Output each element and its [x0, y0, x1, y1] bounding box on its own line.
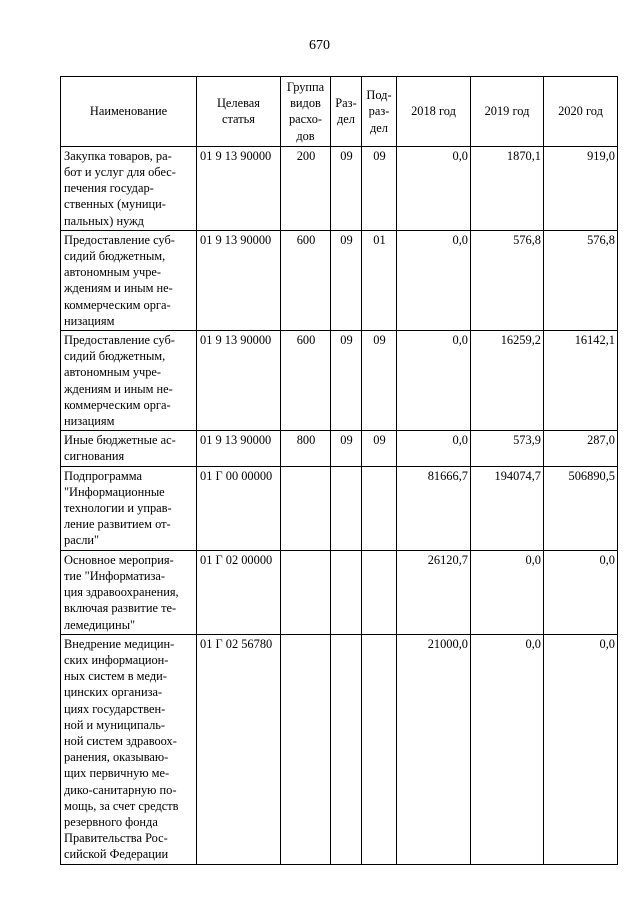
row-subsection	[362, 634, 397, 864]
row-2019: 0,0	[471, 634, 544, 864]
row-subsection: 01	[362, 230, 397, 330]
row-target-article: 01 9 13 90000	[197, 230, 281, 330]
row-2019: 1870,1	[471, 146, 544, 230]
table-row	[61, 550, 618, 634]
row-expense-group	[281, 634, 331, 864]
row-2020: 0,0	[544, 634, 618, 864]
row-2018: 0,0	[397, 146, 471, 230]
row-expense-group: 600	[281, 331, 331, 431]
header-name: Наименование	[61, 77, 197, 147]
row-subsection: 09	[362, 146, 397, 230]
row-2019: 573,9	[471, 431, 544, 466]
header-subsection: Под- раз- дел	[362, 77, 397, 147]
row-2019: 576,8	[471, 230, 544, 330]
row-2019: 16259,2	[471, 331, 544, 431]
row-target-article: 01 9 13 90000	[197, 431, 281, 466]
row-name: Предоставление суб- сидий бюджетным, автономным учре- ждениям и иным не- коммерческим орга- низациям	[61, 331, 197, 431]
row-expense-group: 600	[281, 230, 331, 330]
row-subsection: 09	[362, 331, 397, 431]
header-2019: 2019 год	[471, 77, 544, 147]
table-row	[61, 146, 618, 230]
row-section	[331, 550, 362, 634]
row-name: Иные бюджетные ас- сигнования	[61, 431, 197, 466]
table-row	[61, 431, 618, 466]
row-2019: 194074,7	[471, 466, 544, 550]
page-number: 670	[309, 38, 330, 53]
row-2020: 16142,1	[544, 331, 618, 431]
table-row	[61, 331, 618, 431]
row-2020: 0,0	[544, 550, 618, 634]
row-2018: 21000,0	[397, 634, 471, 864]
row-2020: 919,0	[544, 146, 618, 230]
row-name: Основное мероприя- тие "Информатиза- ция здравоохранения, включая развитие те- лемедицины"	[61, 550, 197, 634]
row-target-article: 01 9 13 90000	[197, 331, 281, 431]
row-2018: 0,0	[397, 230, 471, 330]
row-target-article: 01 9 13 90000	[197, 146, 281, 230]
row-2020: 506890,5	[544, 466, 618, 550]
row-name: Внедрение медицин- ских информацион- ных систем в меди- цинских организа- циях государствен- ной и муниципаль- ной систем здравоох- ранения, оказываю- щих первичную ме- дико-санитарную по- мощь, за счет средств резервного фонда Правительства Рос- сийской Федерации	[61, 634, 197, 864]
row-expense-group: 200	[281, 146, 331, 230]
row-expense-group	[281, 466, 331, 550]
row-2019: 0,0	[471, 550, 544, 634]
row-section: 09	[331, 431, 362, 466]
row-2018: 81666,7	[397, 466, 471, 550]
row-subsection	[362, 466, 397, 550]
row-2018: 26120,7	[397, 550, 471, 634]
row-name: Закупка товаров, ра- бот и услуг для обес- печения государ- ственных (муници- пальных) нужд	[61, 146, 197, 230]
header-section: Раз- дел	[331, 77, 362, 147]
row-expense-group	[281, 550, 331, 634]
table-row	[61, 230, 618, 330]
row-target-article: 01 Г 00 00000	[197, 466, 281, 550]
row-2018: 0,0	[397, 431, 471, 466]
row-name: Подпрограмма "Информационные технологии и управ- ление развитием от- расли"	[61, 466, 197, 550]
row-section: 09	[331, 146, 362, 230]
row-target-article: 01 Г 02 56780	[197, 634, 281, 864]
header-target-article: Целевая статья	[197, 77, 281, 147]
row-name: Предоставление суб- сидий бюджетным, автономным учре- ждениям и иным не- коммерческим орга- низациям	[61, 230, 197, 330]
row-section	[331, 466, 362, 550]
table-header	[61, 77, 618, 147]
row-2020: 287,0	[544, 431, 618, 466]
header-2018: 2018 год	[397, 77, 471, 147]
table-row	[61, 466, 618, 550]
row-section	[331, 634, 362, 864]
table-row	[61, 634, 618, 864]
header-expense-group: Группа видов расхо- дов	[281, 77, 331, 147]
budget-table	[60, 76, 618, 865]
header-2020: 2020 год	[544, 77, 618, 147]
row-subsection: 09	[362, 431, 397, 466]
row-2020: 576,8	[544, 230, 618, 330]
row-2018: 0,0	[397, 331, 471, 431]
table-body	[61, 146, 618, 864]
row-section: 09	[331, 230, 362, 330]
row-target-article: 01 Г 02 00000	[197, 550, 281, 634]
row-expense-group: 800	[281, 431, 331, 466]
row-subsection	[362, 550, 397, 634]
header-row	[61, 77, 618, 147]
row-section: 09	[331, 331, 362, 431]
